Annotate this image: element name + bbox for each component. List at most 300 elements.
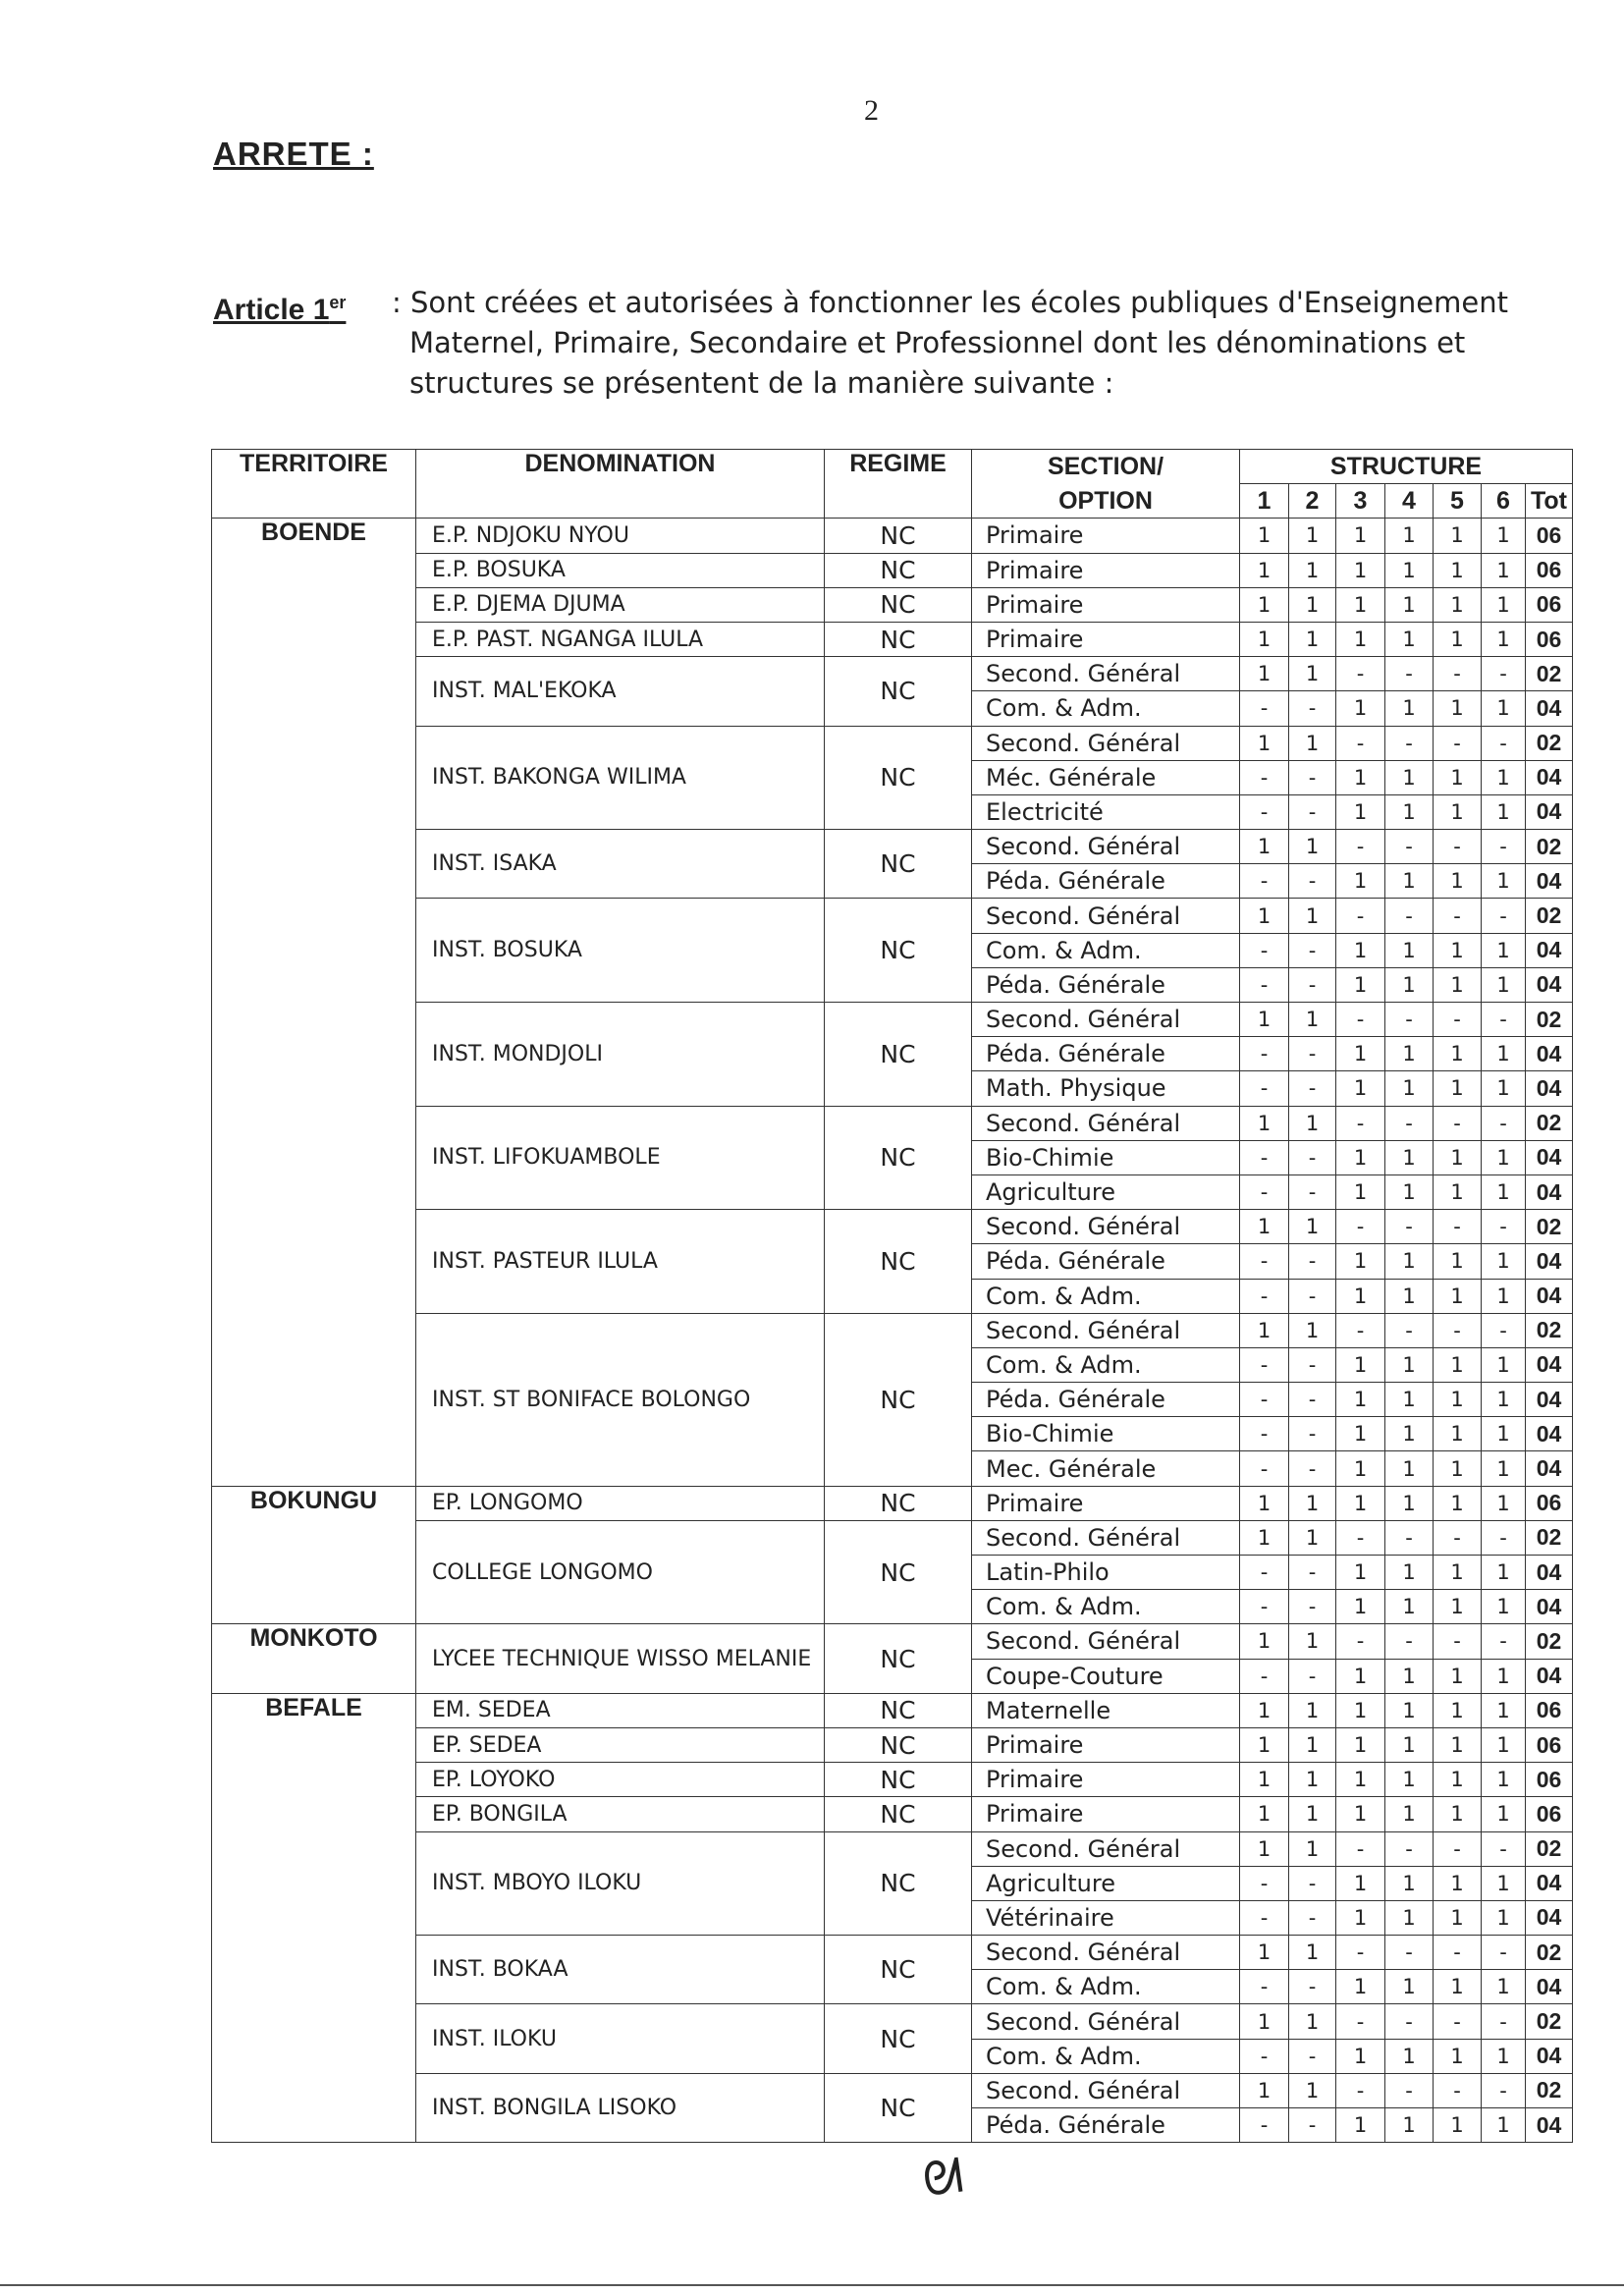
structure-year-6: -	[1482, 657, 1526, 691]
structure-year-1: 1	[1240, 1210, 1289, 1244]
structure-year-4: -	[1385, 899, 1434, 933]
structure-year-2: -	[1289, 864, 1336, 899]
structure-year-5: 1	[1434, 2108, 1482, 2143]
structure-year-4: 1	[1385, 1347, 1434, 1382]
school-name: INST. ILOKU	[416, 2004, 825, 2073]
school-name: INST. LIFOKUAMBOLE	[416, 1106, 825, 1210]
structure-year-6: 1	[1482, 933, 1526, 967]
structure-year-3: 1	[1336, 1071, 1385, 1106]
structure-total: 02	[1526, 1313, 1573, 1347]
school-regime: NC	[825, 1727, 972, 1762]
section-option: Péda. Générale	[972, 2108, 1240, 2143]
structure-year-6: -	[1482, 830, 1526, 864]
structure-year-3: 1	[1336, 1037, 1385, 1071]
structure-year-6: -	[1482, 1624, 1526, 1659]
structure-year-6: 1	[1482, 1347, 1526, 1382]
structure-year-3: -	[1336, 1831, 1385, 1866]
structure-year-4: -	[1385, 1106, 1434, 1140]
structure-year-1: 1	[1240, 1486, 1289, 1520]
structure-year-4: 1	[1385, 622, 1434, 656]
table-row	[212, 1106, 1573, 1140]
structure-year-5: 1	[1434, 1693, 1482, 1727]
table-row	[212, 726, 1573, 760]
structure-total: 04	[1526, 1174, 1573, 1209]
table-body	[212, 519, 1573, 2143]
structure-year-1: -	[1240, 1900, 1289, 1935]
section-option: Péda. Générale	[972, 1383, 1240, 1417]
structure-year-2: -	[1289, 1970, 1336, 2004]
structure-year-1: -	[1240, 1866, 1289, 1900]
structure-total: 06	[1526, 1486, 1573, 1520]
structure-year-5: -	[1434, 1003, 1482, 1037]
header-regime: REGIME	[825, 450, 972, 519]
structure-year-3: 1	[1336, 1727, 1385, 1762]
structure-year-6: 1	[1482, 1866, 1526, 1900]
structure-year-1: -	[1240, 1417, 1289, 1451]
section-option: Primaire	[972, 587, 1240, 622]
section-option: Second. Général	[972, 1831, 1240, 1866]
structure-total: 04	[1526, 691, 1573, 726]
structure-year-6: 1	[1482, 1486, 1526, 1520]
school-regime: NC	[825, 726, 972, 830]
school-name: EM. SEDEA	[416, 1693, 825, 1727]
structure-year-4: 1	[1385, 1970, 1434, 2004]
table-row	[212, 1520, 1573, 1555]
structure-year-5: 1	[1434, 1590, 1482, 1624]
structure-year-2: 1	[1289, 553, 1336, 587]
school-name: E.P. NDJOKU NYOU	[416, 519, 825, 553]
structure-year-5: -	[1434, 657, 1482, 691]
structure-year-6: 1	[1482, 1071, 1526, 1106]
structure-year-6: -	[1482, 1520, 1526, 1555]
section-option: Péda. Générale	[972, 1244, 1240, 1279]
structure-year-1: 1	[1240, 1831, 1289, 1866]
section-option: Coupe-Couture	[972, 1659, 1240, 1693]
structure-total: 06	[1526, 1727, 1573, 1762]
structure-year-4: -	[1385, 2004, 1434, 2039]
structure-year-3: -	[1336, 1624, 1385, 1659]
structure-year-5: -	[1434, 2004, 1482, 2039]
structure-total: 02	[1526, 726, 1573, 760]
structure-year-1: -	[1240, 1383, 1289, 1417]
page-number: 2	[864, 94, 879, 127]
structure-year-2: -	[1289, 1900, 1336, 1935]
structure-year-5: -	[1434, 1520, 1482, 1555]
structure-year-5: 1	[1434, 1763, 1482, 1797]
structure-year-1: 1	[1240, 1936, 1289, 1970]
structure-year-6: 1	[1482, 864, 1526, 899]
structure-year-4: 1	[1385, 1174, 1434, 1209]
structure-year-4: -	[1385, 1210, 1434, 1244]
table-row	[212, 1486, 1573, 1520]
territory-name: BEFALE	[212, 1693, 416, 2142]
structure-year-1: 1	[1240, 1003, 1289, 1037]
header-structure: STRUCTURE	[1240, 450, 1573, 484]
structure-year-5: 1	[1434, 519, 1482, 553]
structure-year-5: 1	[1434, 1900, 1482, 1935]
structure-year-6: 1	[1482, 1451, 1526, 1486]
structure-year-2: -	[1289, 1071, 1336, 1106]
structure-year-1: -	[1240, 691, 1289, 726]
structure-total: 04	[1526, 1383, 1573, 1417]
article-text-line-2: Maternel, Primaire, Secondaire et Professionnel dont les dénominations et	[409, 326, 1466, 359]
structure-year-4: 1	[1385, 760, 1434, 794]
table-row	[212, 899, 1573, 933]
structure-year-1: 1	[1240, 657, 1289, 691]
structure-year-2: -	[1289, 1037, 1336, 1071]
table-row	[212, 1797, 1573, 1831]
structure-total: 04	[1526, 1071, 1573, 1106]
structure-year-3: 1	[1336, 1763, 1385, 1797]
article-label: Article 1er	[213, 293, 347, 326]
school-regime: NC	[825, 830, 972, 899]
structure-year-3: 1	[1336, 1693, 1385, 1727]
structure-year-6: -	[1482, 1831, 1526, 1866]
structure-year-3: 1	[1336, 1590, 1385, 1624]
structure-year-6: -	[1482, 2004, 1526, 2039]
structure-year-6: 1	[1482, 587, 1526, 622]
section-option: Second. Général	[972, 657, 1240, 691]
structure-total: 02	[1526, 1003, 1573, 1037]
structure-year-4: 1	[1385, 2039, 1434, 2073]
section-option: Second. Général	[972, 2004, 1240, 2039]
structure-year-6: 1	[1482, 622, 1526, 656]
structure-total: 04	[1526, 760, 1573, 794]
school-regime: NC	[825, 1624, 972, 1693]
section-option: Second. Général	[972, 2073, 1240, 2107]
structure-year-2: -	[1289, 1140, 1336, 1174]
structure-year-2: 1	[1289, 1003, 1336, 1037]
structure-year-6: 1	[1482, 1693, 1526, 1727]
structure-total: 02	[1526, 830, 1573, 864]
structure-year-3: 1	[1336, 622, 1385, 656]
section-option: Vétérinaire	[972, 1900, 1240, 1935]
section-option: Second. Général	[972, 1520, 1240, 1555]
structure-year-5: -	[1434, 1624, 1482, 1659]
section-option: Second. Général	[972, 1210, 1240, 1244]
structure-year-1: -	[1240, 967, 1289, 1002]
article-text-line-1: : Sont créées et autorisées à fonctionner les écoles publiques d'Enseignement	[392, 286, 1508, 319]
structure-year-3: -	[1336, 1106, 1385, 1140]
structure-year-6: 1	[1482, 2039, 1526, 2073]
school-name: INST. BOSUKA	[416, 899, 825, 1003]
structure-year-6: -	[1482, 2073, 1526, 2107]
school-regime: NC	[825, 1693, 972, 1727]
table-row	[212, 1210, 1573, 1244]
structure-year-1: -	[1240, 1451, 1289, 1486]
structure-year-2: 1	[1289, 519, 1336, 553]
structure-year-3: 1	[1336, 760, 1385, 794]
section-option: Com. & Adm.	[972, 1347, 1240, 1382]
structure-year-3: 1	[1336, 1659, 1385, 1693]
structure-year-4: 1	[1385, 1244, 1434, 1279]
structure-year-2: 1	[1289, 1831, 1336, 1866]
structure-year-4: 1	[1385, 2108, 1434, 2143]
structure-total: 06	[1526, 1763, 1573, 1797]
section-option: Com. & Adm.	[972, 691, 1240, 726]
structure-year-6: -	[1482, 726, 1526, 760]
structure-year-1: -	[1240, 1244, 1289, 1279]
section-option: Com. & Adm.	[972, 1970, 1240, 2004]
territory-name: BOENDE	[212, 519, 416, 1486]
structure-total: 06	[1526, 553, 1573, 587]
section-option: Com. & Adm.	[972, 1279, 1240, 1313]
structure-year-4: 1	[1385, 864, 1434, 899]
structure-year-5: 1	[1434, 553, 1482, 587]
structure-year-6: -	[1482, 1210, 1526, 1244]
section-option: Second. Général	[972, 1313, 1240, 1347]
structure-year-3: -	[1336, 2073, 1385, 2107]
structure-year-2: -	[1289, 794, 1336, 829]
structure-year-2: -	[1289, 1866, 1336, 1900]
structure-year-1: 1	[1240, 1727, 1289, 1762]
section-option: Second. Général	[972, 1624, 1240, 1659]
table-row	[212, 2073, 1573, 2107]
structure-year-1: -	[1240, 794, 1289, 829]
structure-total: 04	[1526, 1970, 1573, 2004]
structure-year-6: 1	[1482, 760, 1526, 794]
structure-year-5: 1	[1434, 1486, 1482, 1520]
structure-year-2: 1	[1289, 2073, 1336, 2107]
school-regime: NC	[825, 657, 972, 726]
structure-year-3: 1	[1336, 519, 1385, 553]
structure-year-4: 1	[1385, 1900, 1434, 1935]
header-col-1: 1	[1240, 484, 1289, 519]
structure-year-5: 1	[1434, 1797, 1482, 1831]
structure-year-1: -	[1240, 864, 1289, 899]
table-row	[212, 830, 1573, 864]
section-option: Primaire	[972, 622, 1240, 656]
structure-year-1: 1	[1240, 622, 1289, 656]
structure-year-2: 1	[1289, 1106, 1336, 1140]
section-option: Second. Général	[972, 830, 1240, 864]
section-option: Second. Général	[972, 899, 1240, 933]
structure-year-5: -	[1434, 830, 1482, 864]
structure-year-1: -	[1240, 933, 1289, 967]
structure-year-2: -	[1289, 760, 1336, 794]
school-name: EP. LONGOMO	[416, 1486, 825, 1520]
structure-year-2: 1	[1289, 1727, 1336, 1762]
section-option: Latin-Philo	[972, 1556, 1240, 1590]
structure-year-6: 1	[1482, 1763, 1526, 1797]
structure-total: 04	[1526, 2108, 1573, 2143]
structure-year-4: 1	[1385, 1866, 1434, 1900]
section-option: Bio-Chimie	[972, 1140, 1240, 1174]
structure-total: 06	[1526, 1797, 1573, 1831]
school-name: E.P. PAST. NGANGA ILULA	[416, 622, 825, 656]
structure-year-3: -	[1336, 899, 1385, 933]
structure-year-1: 1	[1240, 519, 1289, 553]
structure-total: 06	[1526, 587, 1573, 622]
section-option: Agriculture	[972, 1866, 1240, 1900]
section-option: Péda. Générale	[972, 1037, 1240, 1071]
structure-year-6: 1	[1482, 1727, 1526, 1762]
section-option: Péda. Générale	[972, 967, 1240, 1002]
structure-year-1: -	[1240, 1970, 1289, 2004]
school-name: INST. MAL'EKOKA	[416, 657, 825, 726]
table-row	[212, 519, 1573, 553]
structure-year-2: -	[1289, 1279, 1336, 1313]
section-option: Mec. Générale	[972, 1451, 1240, 1486]
structure-year-5: -	[1434, 1831, 1482, 1866]
structure-year-5: -	[1434, 1313, 1482, 1347]
structure-year-5: -	[1434, 1106, 1482, 1140]
structure-total: 04	[1526, 864, 1573, 899]
structure-total: 04	[1526, 1140, 1573, 1174]
structure-year-3: -	[1336, 657, 1385, 691]
structure-year-1: 1	[1240, 1313, 1289, 1347]
structure-year-4: 1	[1385, 933, 1434, 967]
structure-year-6: 1	[1482, 691, 1526, 726]
structure-year-5: 1	[1434, 1451, 1482, 1486]
structure-year-3: 1	[1336, 1174, 1385, 1209]
school-name: INST. BOKAA	[416, 1936, 825, 2004]
structure-year-4: 1	[1385, 1071, 1434, 1106]
structure-year-3: 1	[1336, 1970, 1385, 2004]
structure-total: 04	[1526, 1590, 1573, 1624]
structure-year-4: -	[1385, 1003, 1434, 1037]
structure-year-2: 1	[1289, 1797, 1336, 1831]
header-col-5: 5	[1434, 484, 1482, 519]
table-row	[212, 1313, 1573, 1347]
structure-year-1: 1	[1240, 2004, 1289, 2039]
table-row	[212, 1936, 1573, 1970]
structure-total: 04	[1526, 1244, 1573, 1279]
structure-year-3: -	[1336, 1313, 1385, 1347]
structure-year-5: -	[1434, 2073, 1482, 2107]
structure-year-4: 1	[1385, 1417, 1434, 1451]
structure-year-4: 1	[1385, 1383, 1434, 1417]
structure-year-2: -	[1289, 933, 1336, 967]
structure-year-3: -	[1336, 830, 1385, 864]
structure-year-2: -	[1289, 1451, 1336, 1486]
structure-year-5: 1	[1434, 1071, 1482, 1106]
structure-year-2: -	[1289, 1347, 1336, 1382]
structure-total: 04	[1526, 967, 1573, 1002]
structure-year-2: 1	[1289, 587, 1336, 622]
structure-year-2: -	[1289, 1244, 1336, 1279]
structure-total: 04	[1526, 1866, 1573, 1900]
structure-year-2: 1	[1289, 2004, 1336, 2039]
section-option: Primaire	[972, 1797, 1240, 1831]
structure-year-6: 1	[1482, 1556, 1526, 1590]
structure-total: 02	[1526, 657, 1573, 691]
structure-year-4: 1	[1385, 1140, 1434, 1174]
structure-total: 04	[1526, 1037, 1573, 1071]
structure-total: 06	[1526, 519, 1573, 553]
structure-year-2: 1	[1289, 1313, 1336, 1347]
school-name: E.P. BOSUKA	[416, 553, 825, 587]
school-regime: NC	[825, 899, 972, 1003]
structure-year-2: 1	[1289, 899, 1336, 933]
structure-year-5: 1	[1434, 1174, 1482, 1209]
structure-year-3: 1	[1336, 2039, 1385, 2073]
structure-year-5: 1	[1434, 967, 1482, 1002]
section-option: Com. & Adm.	[972, 2039, 1240, 2073]
structure-year-2: -	[1289, 691, 1336, 726]
table-row	[212, 1727, 1573, 1762]
structure-year-6: 1	[1482, 1797, 1526, 1831]
structure-year-5: 1	[1434, 933, 1482, 967]
structure-year-1: -	[1240, 1037, 1289, 1071]
table-row	[212, 1003, 1573, 1037]
structure-year-5: 1	[1434, 1727, 1482, 1762]
structure-year-4: 1	[1385, 1693, 1434, 1727]
school-regime: NC	[825, 1486, 972, 1520]
school-name: INST. MBOYO ILOKU	[416, 1831, 825, 1936]
structure-year-1: 1	[1240, 587, 1289, 622]
table-row	[212, 657, 1573, 691]
structure-year-2: 1	[1289, 1486, 1336, 1520]
structure-year-3: 1	[1336, 864, 1385, 899]
structure-year-4: -	[1385, 830, 1434, 864]
section-option: Second. Général	[972, 1106, 1240, 1140]
school-name: E.P. DJEMA DJUMA	[416, 587, 825, 622]
structure-total: 02	[1526, 2004, 1573, 2039]
section-option: Electricité	[972, 794, 1240, 829]
structure-year-4: -	[1385, 1520, 1434, 1555]
school-regime: NC	[825, 587, 972, 622]
structure-year-2: -	[1289, 1590, 1336, 1624]
structure-year-3: 1	[1336, 1900, 1385, 1935]
structure-total: 02	[1526, 1520, 1573, 1555]
structure-year-6: 1	[1482, 2108, 1526, 2143]
school-name: EP. SEDEA	[416, 1727, 825, 1762]
article-text-line-3: structures se présentent de la manière suivante :	[409, 366, 1114, 400]
structure-total: 04	[1526, 1900, 1573, 1935]
structure-year-1: -	[1240, 2039, 1289, 2073]
structure-year-4: -	[1385, 1624, 1434, 1659]
structure-year-3: -	[1336, 1936, 1385, 1970]
structure-year-6: 1	[1482, 1140, 1526, 1174]
section-option: Com. & Adm.	[972, 1590, 1240, 1624]
header-col-tot: Tot	[1526, 484, 1573, 519]
structure-year-6: 1	[1482, 1037, 1526, 1071]
school-name: INST. ISAKA	[416, 830, 825, 899]
section-option: Com. & Adm.	[972, 933, 1240, 967]
structure-year-1: 1	[1240, 2073, 1289, 2107]
school-regime: NC	[825, 1797, 972, 1831]
structure-year-1: -	[1240, 1556, 1289, 1590]
structure-year-2: 1	[1289, 622, 1336, 656]
section-option: Méc. Générale	[972, 760, 1240, 794]
structure-year-3: 1	[1336, 933, 1385, 967]
school-regime: NC	[825, 519, 972, 553]
structure-total: 02	[1526, 1831, 1573, 1866]
structure-total: 04	[1526, 933, 1573, 967]
section-option: Primaire	[972, 1727, 1240, 1762]
structure-year-4: 1	[1385, 1763, 1434, 1797]
structure-year-6: 1	[1482, 1279, 1526, 1313]
structure-year-5: 1	[1434, 1383, 1482, 1417]
structure-year-3: -	[1336, 726, 1385, 760]
territory-name: MONKOTO	[212, 1624, 416, 1693]
structure-year-2: -	[1289, 1174, 1336, 1209]
structure-year-1: 1	[1240, 553, 1289, 587]
table-row	[212, 2004, 1573, 2039]
structure-year-3: 1	[1336, 691, 1385, 726]
structure-year-5: 1	[1434, 794, 1482, 829]
structure-year-3: 1	[1336, 1140, 1385, 1174]
structure-year-3: -	[1336, 1520, 1385, 1555]
table-row	[212, 1624, 1573, 1659]
structure-year-2: 1	[1289, 1936, 1336, 1970]
structure-year-2: -	[1289, 1659, 1336, 1693]
schools-table	[211, 449, 1573, 2143]
structure-year-5: 1	[1434, 1140, 1482, 1174]
handwritten-initials: ᘛ	[919, 2148, 967, 2209]
structure-year-4: 1	[1385, 1727, 1434, 1762]
